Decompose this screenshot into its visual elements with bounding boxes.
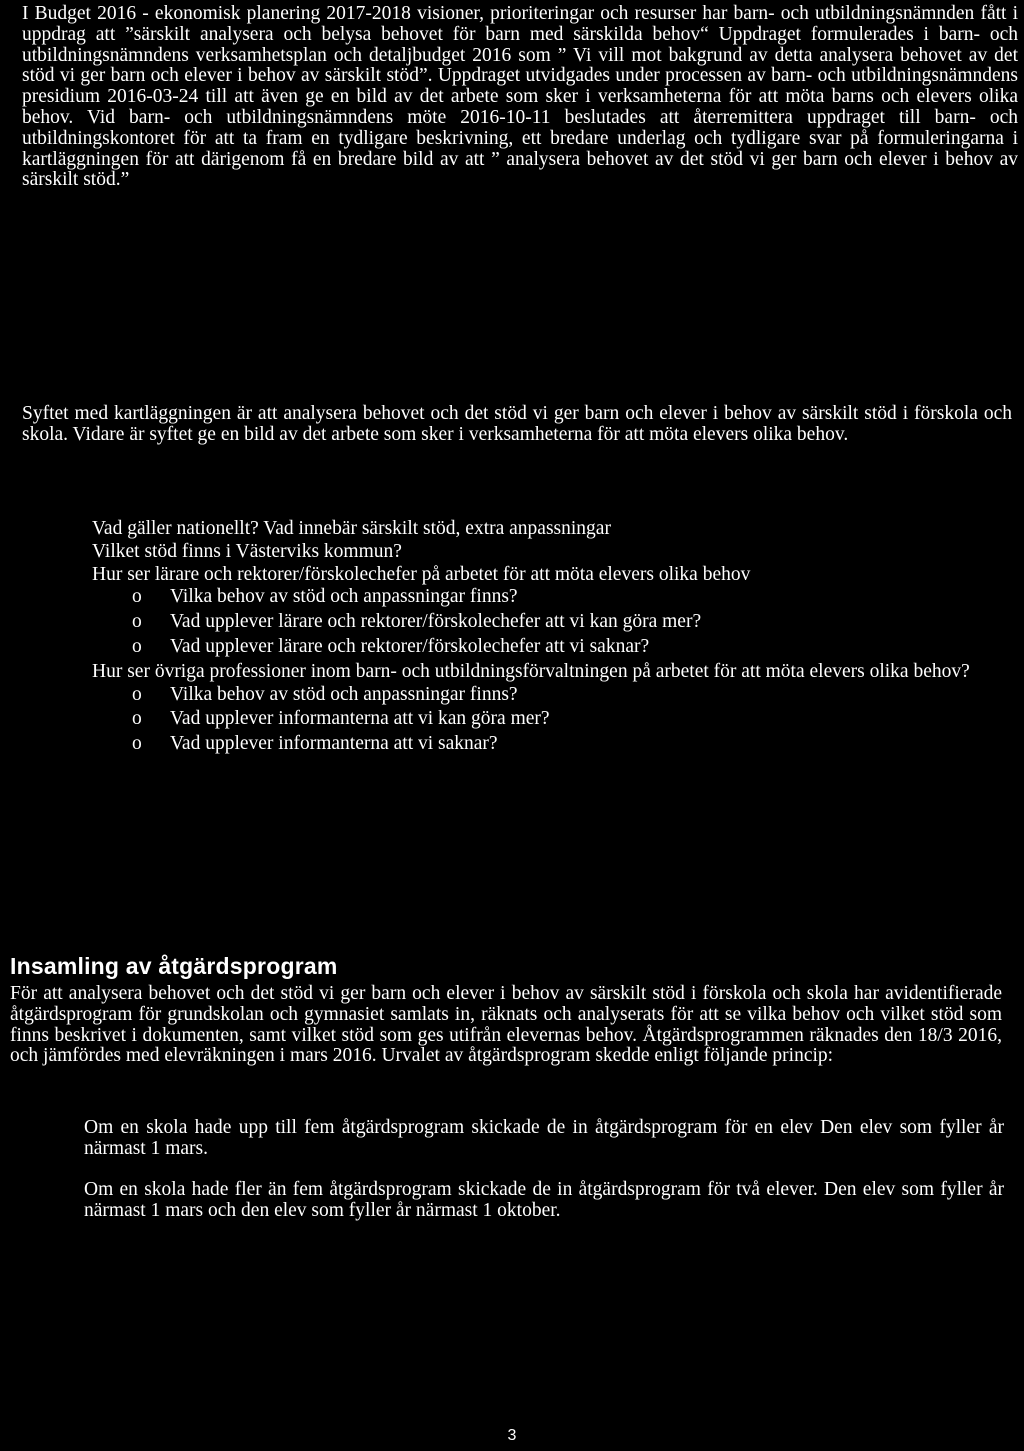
bullet-icon: o <box>132 635 142 657</box>
question-sublist-container <box>92 685 1012 755</box>
bullet-icon: o <box>132 586 142 608</box>
bullet-icon: o <box>132 611 142 633</box>
question-list <box>92 519 1012 759</box>
question-sublist-container <box>92 587 1012 657</box>
question-item: Vilket stöd finns i Västerviks kommun? <box>92 540 402 562</box>
bullet-icon: o <box>132 683 142 705</box>
sub-question-item <box>92 734 1012 755</box>
bullet-icon: o <box>132 708 142 730</box>
question-sublist <box>92 587 1012 657</box>
sub-question-text: Vad upplever lärare och rektorer/förskolechefer att vi saknar? <box>170 635 650 657</box>
collection-paragraph: För att analysera behovet och det stöd vi ger barn och elever i behov av särskilt stöd i förskola och skola har avidentifierade åtgärdsprogram för grundskolan och gymnasiet samlats in, räknats och analyserats för att se vilka behov och vilket stöd som finns beskrivet i dokumenten, samt vilket stöd som ges utifrån elevernas behov. Åtgärdsprogrammen räknades den 18/3 2016, och jämfördes med elevräkningen i mars 2016. Urvalet av åtgärdsprogram skedde enligt följande princip: <box>10 983 1002 1067</box>
sub-question-text: Vad upplever informanterna att vi saknar? <box>170 733 498 755</box>
question-item: Hur ser övriga professioner inom barn- och utbildningsförvaltningen på arbetet för att möta elevers olika behov? <box>92 660 970 682</box>
sub-question-text: Vilka behov av stöd och anpassningar finns? <box>170 683 518 705</box>
sub-question-item <box>92 612 1012 633</box>
sub-question-item <box>92 587 1012 608</box>
sub-question-text: Vilka behov av stöd och anpassningar finns? <box>170 586 518 608</box>
rule-paragraph: Om en skola hade fler än fem åtgärdsprogram skickade de in åtgärdsprogram för två elever. Den elev som fyller år närmast 1 mars och den elev som fyller år närmast 1 oktober. <box>84 1179 1004 1221</box>
question-sublist <box>92 685 1012 755</box>
sub-question-item <box>92 685 1012 706</box>
section-heading: Insamling av åtgärdsprogram <box>10 953 338 979</box>
rule-paragraph: Om en skola hade upp till fem åtgärdsprogram skickade de in åtgärdsprogram för en elev Den elev som fyller år närmast 1 mars. <box>84 1117 1004 1159</box>
bullet-icon: o <box>132 733 142 755</box>
purpose-paragraph: Syftet med kartläggningen är att analysera behovet och det stöd vi ger barn och elever i behov av särskilt stöd i förskola och skola. Vidare är syftet ge en bild av det arbete som sker i verksamheterna för att möta elevers olika behov. <box>22 403 1012 445</box>
sub-question-text: Vad upplever lärare och rektorer/förskolechefer att vi kan göra mer? <box>170 611 702 633</box>
sub-question-text: Vad upplever informanterna att vi kan göra mer? <box>170 708 550 730</box>
question-item: Hur ser lärare och rektorer/förskolechefer på arbetet för att möta elevers olika behov <box>92 563 751 585</box>
page-number: 3 <box>507 1427 517 1444</box>
sub-question-item <box>92 709 1012 730</box>
intro-paragraph: I Budget 2016 - ekonomisk planering 2017-2018 visioner, prioriteringar och resurser har barn- och utbildningsnämnden fått i uppdrag att ”särskilt analysera och belysa behovet för barn med särskilda behov“ Uppdraget formulerades i barn- och utbildningsnämndens verksamhetsplan och detaljbudget 2016 som ” Vi vill mot bakgrund av detta analysera behovet av det stöd vi ger barn och elever i behov av särskilt stöd”. Uppdraget utvidgades under processen av barn- och utbildningsnämndens presidium 2016-03-24 till att även ge en bild av det arbete som sker i verksamheterna för att möta barns och elevers olika behov. Vid barn- och utbildningsnämndens möte 2016-10-11 beslutades att återremittera uppdraget till barn- och utbildningskontoret för att ta fram en tydligare beskrivning, ett bredare underlag och tydligare svar på formuleringarna i kartläggningen för att därigenom få en bredare bild av att ” analysera behovet av det stöd vi ger barn och elever i behov av särskilt stöd.” <box>22 3 1018 191</box>
sub-question-item <box>92 637 1012 658</box>
question-item: Vad gäller nationellt? Vad innebär särskilt stöd, extra anpassningar <box>92 518 611 539</box>
